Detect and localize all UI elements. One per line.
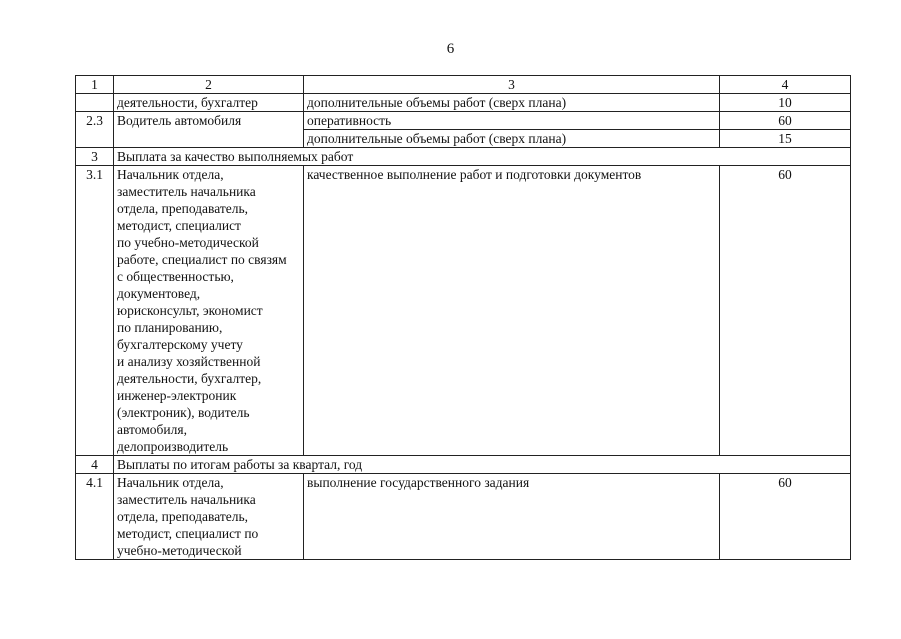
position-line: инженер-электроник (117, 388, 237, 403)
position-line: (электроник), водитель (117, 405, 250, 420)
row-number: 3.1 (76, 166, 114, 456)
position-line: автомобиля, (117, 422, 187, 437)
position-cell: деятельности, бухгалтер (114, 94, 304, 112)
payments-table (75, 75, 851, 560)
position-line: заместитель начальника (117, 492, 256, 507)
table-row (76, 474, 851, 560)
position-line: Начальник отдела, (117, 167, 224, 182)
row-number: 4.1 (76, 474, 114, 560)
criterion-cell: выполнение государственного задания (304, 474, 720, 560)
section-row (76, 456, 851, 474)
position-line: заместитель начальника (117, 184, 256, 199)
position-cell (114, 166, 304, 456)
criterion-cell: качественное выполнение работ и подготовки документов (304, 166, 720, 456)
position-line: документовед, (117, 286, 201, 301)
header-col-4: 4 (720, 76, 851, 94)
position-line: работе, специалист по связям (117, 252, 287, 267)
percent-cell: 60 (720, 112, 851, 130)
position-line: по планированию, (117, 320, 223, 335)
percent-cell: 10 (720, 94, 851, 112)
table-header-row (76, 76, 851, 94)
table-row (76, 112, 851, 130)
position-line: деятельности, бухгалтер, (117, 371, 262, 386)
position-line: методист, специалист по (117, 526, 259, 541)
position-line: бухгалтерскому учету (117, 337, 243, 352)
row-number: 4 (76, 456, 114, 474)
position-line: Начальник отдела, (117, 475, 224, 490)
table-row (76, 94, 851, 112)
row-number: 3 (76, 148, 114, 166)
criterion-cell: дополнительные объемы работ (сверх плана) (304, 130, 720, 148)
position-line: юрисконсульт, экономист (117, 303, 263, 318)
criterion-cell: оперативность (304, 112, 720, 130)
table-row (76, 166, 851, 456)
page-number: 6 (446, 41, 455, 57)
header-col-1: 1 (76, 76, 114, 94)
position-line: с общественностью, (117, 269, 234, 284)
position-line: методист, специалист (117, 218, 241, 233)
percent-cell: 60 (720, 474, 851, 560)
header-col-2: 2 (114, 76, 304, 94)
position-line: делопроизводитель (117, 439, 229, 454)
row-number (76, 94, 114, 112)
percent-cell: 15 (720, 130, 851, 148)
section-title: Выплата за качество выполняемых работ (114, 148, 851, 166)
header-col-3: 3 (304, 76, 720, 94)
position-cell (114, 474, 304, 560)
position-line: отдела, преподаватель, (117, 201, 249, 216)
row-number: 2.3 (76, 112, 114, 148)
criterion-cell: дополнительные объемы работ (сверх плана) (304, 94, 720, 112)
percent-cell: 60 (720, 166, 851, 456)
position-line: по учебно-методической (117, 235, 259, 250)
position-cell: Водитель автомобиля (114, 112, 304, 148)
position-line: учебно-методической (117, 543, 242, 558)
section-row (76, 148, 851, 166)
position-line: отдела, преподаватель, (117, 509, 249, 524)
section-title: Выплаты по итогам работы за квартал, год (114, 456, 851, 474)
position-line: и анализу хозяйственной (117, 354, 261, 369)
